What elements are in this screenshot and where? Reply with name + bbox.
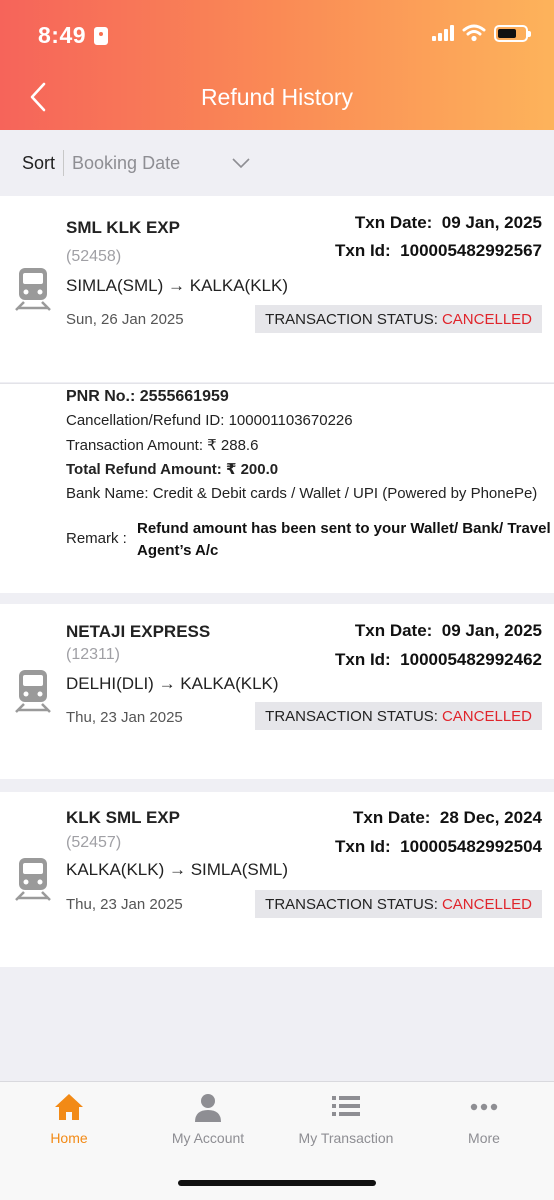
- txn-id-label: Txn Id:: [335, 650, 391, 669]
- pnr-number: PNR No.: 2555661959: [66, 388, 229, 405]
- journey-date: Sun, 26 Jan 2025: [66, 311, 184, 328]
- txn-date: [355, 213, 542, 233]
- sort-divider: [63, 150, 64, 176]
- tab-my-account[interactable]: [139, 1092, 277, 1146]
- sort-label: Sort: [22, 152, 56, 173]
- txn-id: [335, 241, 542, 261]
- txn-id-label: Txn Id:: [335, 241, 391, 260]
- status-label: TRANSACTION STATUS:: [265, 310, 438, 328]
- status-badge: [255, 890, 542, 918]
- transaction-card[interactable]: [0, 604, 554, 779]
- route: SIMLA(SML) → KALKA(KLK): [66, 276, 289, 295]
- tab-my-account-label: My Account: [171, 1130, 245, 1146]
- train-icon: [12, 266, 54, 312]
- tab-my-transaction[interactable]: [277, 1092, 415, 1146]
- train-number: (52457): [66, 834, 122, 851]
- clock-text: 8:49: [38, 22, 87, 48]
- transaction-card[interactable]: [0, 196, 554, 382]
- total-refund-amount: Total Refund Amount: ₹ 200.0: [66, 461, 279, 478]
- txn-id: [335, 837, 542, 857]
- signal-icon: [432, 25, 454, 41]
- status-label: TRANSACTION STATUS:: [265, 707, 438, 725]
- status-badge: [255, 305, 542, 333]
- wifi-icon: [462, 24, 486, 42]
- train-number: (12311): [66, 646, 120, 663]
- status-value: CANCELLED: [441, 707, 532, 725]
- train-number: (52458): [66, 248, 122, 265]
- txn-date-label: Txn Date:: [354, 621, 433, 640]
- sort-value: Booking Date: [72, 152, 181, 173]
- journey-date: Thu, 23 Jan 2025: [66, 896, 183, 913]
- remark-text: Refund amount has been sent to your Wallet/ Bank/ Travel Agent’s A/c: [137, 520, 551, 559]
- tab-home[interactable]: [0, 1092, 138, 1146]
- cancellation-id: Cancellation/Refund ID: 100001103670226: [66, 412, 353, 429]
- contact-card-icon: [94, 27, 108, 45]
- status-bar-icons: [432, 24, 528, 42]
- refund-details: [0, 383, 554, 593]
- transaction-amount: Transaction Amount: ₹ 288.6: [66, 437, 259, 454]
- bank-name: Bank Name: Credit & Debit cards / Wallet / UPI (Powered by PhonePe): [66, 485, 538, 502]
- status-badge: [255, 702, 542, 730]
- app-header: [0, 0, 554, 130]
- txn-date-label: Txn Date:: [354, 213, 433, 232]
- train-name: NETAJI EXPRESS: [66, 622, 211, 641]
- home-indicator[interactable]: [178, 1180, 376, 1186]
- chevron-down-icon: [232, 154, 250, 172]
- transaction-card[interactable]: [0, 792, 554, 967]
- route: KALKA(KLK) → SIMLA(SML): [66, 860, 289, 879]
- more-icon: [468, 1092, 500, 1122]
- home-icon: [53, 1092, 85, 1122]
- status-bar-time: [38, 22, 108, 49]
- txn-date: [353, 808, 542, 828]
- tab-home-label: Home: [50, 1130, 88, 1146]
- train-name: KLK SML EXP: [66, 808, 180, 827]
- tab-more-label: More: [468, 1130, 500, 1146]
- txn-id: [335, 650, 542, 670]
- txn-id-value: 100005482992567: [400, 241, 542, 260]
- user-icon: [192, 1092, 224, 1122]
- txn-date-value: 28 Dec, 2024: [439, 808, 542, 827]
- status-value: CANCELLED: [441, 310, 532, 328]
- status-value: CANCELLED: [441, 895, 532, 913]
- list-icon: [330, 1092, 362, 1122]
- train-name: SML KLK EXP: [66, 218, 180, 237]
- page-title: Refund History: [200, 84, 354, 110]
- txn-date-value: 09 Jan, 2025: [441, 621, 542, 640]
- sort-dropdown[interactable]: [72, 153, 250, 174]
- route: DELHI(DLI) → KALKA(KLK): [66, 674, 279, 693]
- txn-id-label: Txn Id:: [335, 837, 391, 856]
- txn-date: [355, 621, 542, 641]
- txn-date-value: 09 Jan, 2025: [441, 213, 542, 232]
- sort-bar: [0, 130, 554, 196]
- battery-icon: [494, 25, 528, 42]
- journey-date: Thu, 23 Jan 2025: [66, 709, 183, 726]
- tab-my-transaction-label: My Transaction: [298, 1130, 394, 1146]
- txn-date-label: Txn Date:: [352, 808, 431, 827]
- txn-id-value: 100005482992504: [400, 837, 542, 856]
- txn-id-value: 100005482992462: [400, 650, 542, 669]
- tab-more[interactable]: [415, 1092, 553, 1146]
- status-label: TRANSACTION STATUS:: [265, 895, 438, 913]
- remark-label: Remark :: [66, 530, 127, 547]
- train-icon: [12, 856, 54, 902]
- train-icon: [12, 668, 54, 714]
